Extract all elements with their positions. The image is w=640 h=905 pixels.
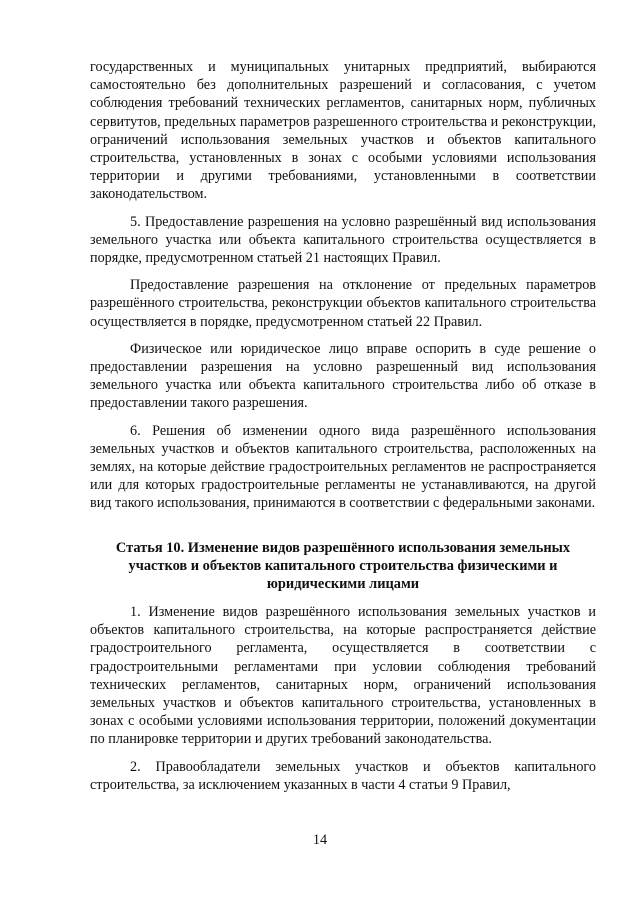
paragraph-intro: государственных и муниципальных унитарных предприятий, выбираются самостоятельно без дополнительных разрешений и согласования, с учетом соблюдения требований технических регламентов, санитарных норм, публичных сервитутов, предельных параметров разрешенного строительства и реконструкции, ограничений использования земельных участков и объектов капитального строительства, установленных в зонах с особыми условиями использования территории и другими требованиями, установленными в соответствии законодательством. (90, 59, 596, 203)
paragraph-article-10-item-1: 1. Изменение видов разрешённого использования земельных участков и объектов капитального строительства, на которые распространяется действие градостроительного регламента, осуществляется в соответствии с градостроительными регламентами при условии соблюдения требований технических регламентов, санитарных норм, ограничений использования земельных участков и объектов капитального строительства, установленных в зонах с особыми условиями использования территории, положений документации по планировке территории и других требований законодательства. (90, 603, 596, 748)
paragraph-deviation-permit: Предоставление разрешения на отклонение от предельных параметров разрешённого строительства, реконструкции объектов капитального строительства осуществляется в порядке, предусмотренном статьей 22 Правил. (90, 277, 596, 330)
document-page (90, 58, 596, 803)
page-number: 14 (312, 832, 328, 848)
article-10-heading: Статья 10. Изменение видов разрешённого использования земельных участков и объектов капитального строительства физическими и юридическими лицами (115, 539, 571, 593)
paragraph-article-10-item-2: 2. Правообладатели земельных участков и объектов капитального строительства, за исключением указанных в части 4 статьи 9 Правил, (90, 758, 596, 793)
paragraph-item-6: 6. Решения об изменении одного вида разрешённого использования земельных участков и объектов капитального строительства, расположенных на землях, на которые действие градостроительных регламентов не распространяется или для которых градостроительные регламенты не устанавливаются, на другой вид такого использования, принимаются в соответствии с федеральными законами. (90, 422, 596, 512)
paragraph-item-5: 5. Предоставление разрешения на условно разрешённый вид использования земельного участка или объекта капитального строительства осуществляется в порядке, предусмотренном статьей 21 настоящих Правил. (90, 213, 596, 267)
paragraph-court-appeal: Физическое или юридическое лицо вправе оспорить в суде решение о предоставлении разрешения на условно разрешенный вид использования земельного участка или объекта капитального строительства либо об отказе в предоставлении такого разрешения. (90, 340, 596, 412)
